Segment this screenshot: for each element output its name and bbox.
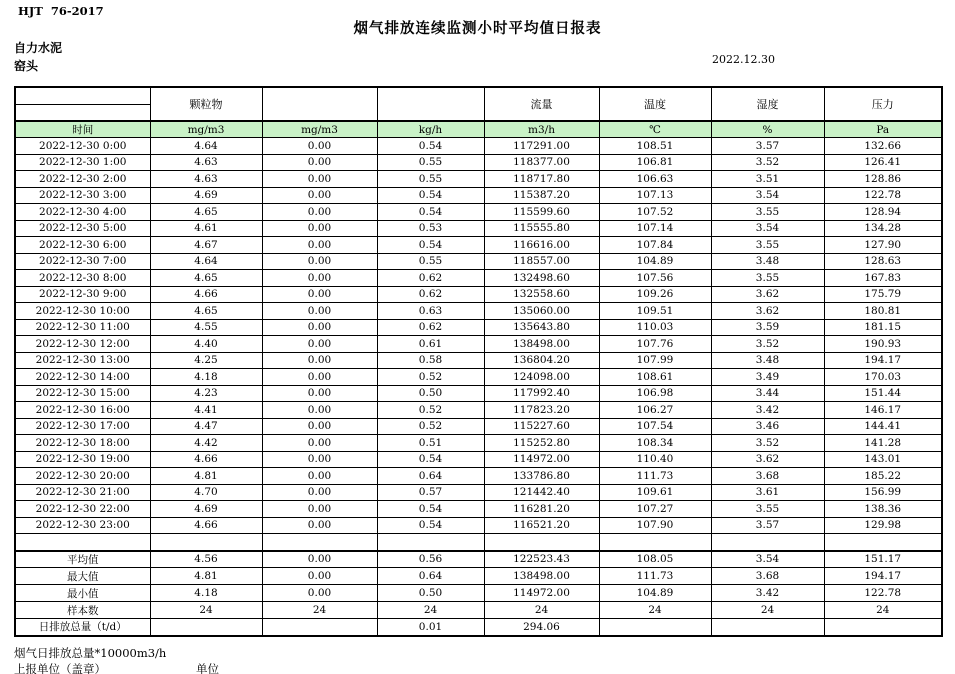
header-cell-time: 时间 bbox=[15, 121, 150, 138]
row-label-cell: 2022-12-30 14:00 bbox=[15, 369, 150, 386]
value-cell: 0.00 bbox=[262, 253, 377, 270]
value-cell: 3.48 bbox=[711, 352, 824, 369]
value-cell: 0.00 bbox=[262, 352, 377, 369]
value-cell: 0.55 bbox=[377, 253, 484, 270]
row-label-cell: 最小值 bbox=[15, 585, 150, 602]
value-cell: 0.01 bbox=[377, 619, 484, 636]
header-cell-blank bbox=[377, 87, 484, 121]
value-cell: 3.55 bbox=[711, 237, 824, 254]
value-cell: 143.01 bbox=[824, 451, 942, 468]
value-cell: 109.51 bbox=[599, 303, 711, 320]
value-cell: 129.98 bbox=[824, 517, 942, 534]
header-cell-humidity: 湿度 bbox=[711, 87, 824, 121]
value-cell: 106.98 bbox=[599, 385, 711, 402]
row-label-cell: 2022-12-30 22:00 bbox=[15, 501, 150, 518]
value-cell: 185.22 bbox=[824, 468, 942, 485]
table-row bbox=[15, 286, 942, 303]
table-row bbox=[15, 220, 942, 237]
value-cell: 4.69 bbox=[150, 187, 262, 204]
value-cell: 0.64 bbox=[377, 468, 484, 485]
table-row bbox=[15, 517, 942, 534]
value-cell: 0.00 bbox=[262, 220, 377, 237]
value-cell: 3.68 bbox=[711, 568, 824, 585]
value-cell: 115252.80 bbox=[484, 435, 599, 452]
total-emission-note: 烟气日排放总量*10000m3/h bbox=[14, 646, 167, 660]
value-cell: 3.62 bbox=[711, 286, 824, 303]
value-cell: 104.89 bbox=[599, 585, 711, 602]
value-cell: 0.00 bbox=[262, 286, 377, 303]
row-label-cell: 平均值 bbox=[15, 551, 150, 568]
value-cell: 4.81 bbox=[150, 468, 262, 485]
table-row bbox=[15, 451, 942, 468]
row-label-cell: 2022-12-30 18:00 bbox=[15, 435, 150, 452]
value-cell: 138.36 bbox=[824, 501, 942, 518]
value-cell: 0.00 bbox=[262, 237, 377, 254]
value-cell: 115387.20 bbox=[484, 187, 599, 204]
value-cell: 0.00 bbox=[262, 484, 377, 501]
value-cell bbox=[711, 619, 824, 636]
value-cell: 122523.43 bbox=[484, 551, 599, 568]
value-cell: 128.94 bbox=[824, 204, 942, 221]
row-label-cell: 2022-12-30 20:00 bbox=[15, 468, 150, 485]
value-cell: 0.55 bbox=[377, 171, 484, 188]
value-cell: 0.62 bbox=[377, 319, 484, 336]
value-cell: 0.00 bbox=[262, 551, 377, 568]
table-row bbox=[15, 585, 942, 602]
table-row bbox=[15, 385, 942, 402]
value-cell: 132498.60 bbox=[484, 270, 599, 287]
value-cell: 108.34 bbox=[599, 435, 711, 452]
value-cell: 0.00 bbox=[262, 585, 377, 602]
value-cell: 0.00 bbox=[262, 468, 377, 485]
row-label-cell: 2022-12-30 12:00 bbox=[15, 336, 150, 353]
value-cell: 0.50 bbox=[377, 385, 484, 402]
value-cell: 0.63 bbox=[377, 303, 484, 320]
value-cell: 4.66 bbox=[150, 286, 262, 303]
value-cell: 4.61 bbox=[150, 220, 262, 237]
value-cell: 110.40 bbox=[599, 451, 711, 468]
value-cell: 0.51 bbox=[377, 435, 484, 452]
value-cell: 4.47 bbox=[150, 418, 262, 435]
value-cell: 3.57 bbox=[711, 517, 824, 534]
value-cell: 138498.00 bbox=[484, 568, 599, 585]
row-label-cell: 2022-12-30 21:00 bbox=[15, 484, 150, 501]
table-row bbox=[15, 171, 942, 188]
unit-cell-pa: Pa bbox=[824, 121, 942, 138]
value-cell: 24 bbox=[599, 602, 711, 619]
value-cell: 0.64 bbox=[377, 568, 484, 585]
value-cell: 117823.20 bbox=[484, 402, 599, 419]
value-cell: 3.44 bbox=[711, 385, 824, 402]
value-cell: 3.55 bbox=[711, 501, 824, 518]
value-cell: 0.00 bbox=[262, 187, 377, 204]
value-cell: 107.84 bbox=[599, 237, 711, 254]
table-row bbox=[15, 204, 942, 221]
value-cell: 128.63 bbox=[824, 253, 942, 270]
value-cell: 132.66 bbox=[824, 138, 942, 155]
table-row bbox=[15, 154, 942, 171]
value-cell: 4.40 bbox=[150, 336, 262, 353]
value-cell bbox=[150, 619, 262, 636]
value-cell: 24 bbox=[377, 602, 484, 619]
value-cell: 107.14 bbox=[599, 220, 711, 237]
value-cell: 3.52 bbox=[711, 435, 824, 452]
unit-label: 单位 bbox=[196, 662, 219, 674]
value-cell: 132558.60 bbox=[484, 286, 599, 303]
value-cell: 108.51 bbox=[599, 138, 711, 155]
spacer-row bbox=[15, 534, 942, 551]
value-cell: 170.03 bbox=[824, 369, 942, 386]
value-cell: 138498.00 bbox=[484, 336, 599, 353]
row-label-cell: 2022-12-30 1:00 bbox=[15, 154, 150, 171]
value-cell: 180.81 bbox=[824, 303, 942, 320]
value-cell: 128.86 bbox=[824, 171, 942, 188]
value-cell: 0.53 bbox=[377, 220, 484, 237]
value-cell: 0.00 bbox=[262, 270, 377, 287]
value-cell: 0.00 bbox=[262, 402, 377, 419]
value-cell: 0.62 bbox=[377, 270, 484, 287]
table-row bbox=[15, 369, 942, 386]
value-cell: 0.54 bbox=[377, 237, 484, 254]
value-cell: 144.41 bbox=[824, 418, 942, 435]
value-cell: 4.18 bbox=[150, 585, 262, 602]
value-cell bbox=[824, 619, 942, 636]
monitoring-table bbox=[14, 86, 943, 637]
value-cell: 3.61 bbox=[711, 484, 824, 501]
value-cell: 0.00 bbox=[262, 303, 377, 320]
table-row bbox=[15, 602, 942, 619]
value-cell: 4.41 bbox=[150, 402, 262, 419]
value-cell: 107.13 bbox=[599, 187, 711, 204]
header-cell-temperature: 温度 bbox=[599, 87, 711, 121]
value-cell: 3.42 bbox=[711, 402, 824, 419]
value-cell: 115227.60 bbox=[484, 418, 599, 435]
header-cell-blank bbox=[262, 87, 377, 121]
value-cell: 107.52 bbox=[599, 204, 711, 221]
value-cell: 136804.20 bbox=[484, 352, 599, 369]
value-cell: 117992.40 bbox=[484, 385, 599, 402]
unit-cell-mgm3: mg/m3 bbox=[150, 121, 262, 138]
value-cell: 4.56 bbox=[150, 551, 262, 568]
value-cell: 167.83 bbox=[824, 270, 942, 287]
value-cell: 107.90 bbox=[599, 517, 711, 534]
value-cell: 118557.00 bbox=[484, 253, 599, 270]
value-cell: 115599.60 bbox=[484, 204, 599, 221]
table-row bbox=[15, 619, 942, 636]
header-cell-pressure: 压力 bbox=[824, 87, 942, 121]
header-cell-blank bbox=[15, 87, 150, 104]
row-label-cell: 2022-12-30 17:00 bbox=[15, 418, 150, 435]
value-cell: 4.55 bbox=[150, 319, 262, 336]
unit-header-row bbox=[15, 121, 942, 138]
row-label-cell: 2022-12-30 0:00 bbox=[15, 138, 150, 155]
value-cell: 0.00 bbox=[262, 138, 377, 155]
row-label-cell: 2022-12-30 16:00 bbox=[15, 402, 150, 419]
value-cell: 181.15 bbox=[824, 319, 942, 336]
unit-cell-percent: % bbox=[711, 121, 824, 138]
value-cell: 3.48 bbox=[711, 253, 824, 270]
value-cell: 106.27 bbox=[599, 402, 711, 419]
value-cell: 3.62 bbox=[711, 303, 824, 320]
header-cell-flow: 流量 bbox=[484, 87, 599, 121]
value-cell: 0.52 bbox=[377, 418, 484, 435]
value-cell: 3.46 bbox=[711, 418, 824, 435]
value-cell: 3.42 bbox=[711, 585, 824, 602]
table-row bbox=[15, 319, 942, 336]
value-cell: 175.79 bbox=[824, 286, 942, 303]
value-cell bbox=[262, 619, 377, 636]
row-label-cell: 最大值 bbox=[15, 568, 150, 585]
value-cell: 3.55 bbox=[711, 270, 824, 287]
summary-rows bbox=[15, 551, 942, 636]
value-cell: 24 bbox=[711, 602, 824, 619]
unit-cell-kgh: kg/h bbox=[377, 121, 484, 138]
row-label-cell: 2022-12-30 7:00 bbox=[15, 253, 150, 270]
value-cell: 0.61 bbox=[377, 336, 484, 353]
value-cell bbox=[599, 619, 711, 636]
value-cell: 124098.00 bbox=[484, 369, 599, 386]
value-cell: 151.17 bbox=[824, 551, 942, 568]
value-cell: 0.00 bbox=[262, 171, 377, 188]
value-cell: 294.06 bbox=[484, 619, 599, 636]
value-cell: 3.57 bbox=[711, 138, 824, 155]
value-cell: 0.54 bbox=[377, 204, 484, 221]
group-header-row bbox=[15, 87, 942, 104]
value-cell: 107.99 bbox=[599, 352, 711, 369]
value-cell: 133786.80 bbox=[484, 468, 599, 485]
table-row bbox=[15, 551, 942, 568]
value-cell: 0.00 bbox=[262, 336, 377, 353]
value-cell: 3.54 bbox=[711, 551, 824, 568]
value-cell: 107.56 bbox=[599, 270, 711, 287]
table-row bbox=[15, 237, 942, 254]
value-cell: 3.49 bbox=[711, 369, 824, 386]
value-cell: 0.54 bbox=[377, 501, 484, 518]
table-row bbox=[15, 336, 942, 353]
value-cell: 122.78 bbox=[824, 187, 942, 204]
value-cell: 3.51 bbox=[711, 171, 824, 188]
table-row bbox=[15, 187, 942, 204]
report-date: 2022.12.30 bbox=[712, 53, 775, 66]
value-cell: 24 bbox=[484, 602, 599, 619]
value-cell: 118377.00 bbox=[484, 154, 599, 171]
value-cell: 127.90 bbox=[824, 237, 942, 254]
value-cell: 4.66 bbox=[150, 451, 262, 468]
value-cell: 194.17 bbox=[824, 352, 942, 369]
value-cell: 24 bbox=[824, 602, 942, 619]
value-cell: 116616.00 bbox=[484, 237, 599, 254]
value-cell: 121442.40 bbox=[484, 484, 599, 501]
row-label-cell: 2022-12-30 11:00 bbox=[15, 319, 150, 336]
value-cell: 134.28 bbox=[824, 220, 942, 237]
row-label-cell: 2022-12-30 15:00 bbox=[15, 385, 150, 402]
value-cell: 3.52 bbox=[711, 336, 824, 353]
value-cell: 0.52 bbox=[377, 402, 484, 419]
value-cell: 3.68 bbox=[711, 468, 824, 485]
value-cell: 126.41 bbox=[824, 154, 942, 171]
value-cell: 109.61 bbox=[599, 484, 711, 501]
value-cell: 3.62 bbox=[711, 451, 824, 468]
unit-cell-m3h: m3/h bbox=[484, 121, 599, 138]
table-row bbox=[15, 138, 942, 155]
table-row bbox=[15, 270, 942, 287]
row-label-cell: 2022-12-30 5:00 bbox=[15, 220, 150, 237]
value-cell: 3.54 bbox=[711, 187, 824, 204]
value-cell: 0.56 bbox=[377, 551, 484, 568]
value-cell: 0.54 bbox=[377, 517, 484, 534]
row-label-cell: 2022-12-30 8:00 bbox=[15, 270, 150, 287]
header-cell-blank bbox=[15, 104, 150, 121]
value-cell: 0.00 bbox=[262, 204, 377, 221]
value-cell: 107.54 bbox=[599, 418, 711, 435]
table-row bbox=[15, 501, 942, 518]
value-cell: 0.50 bbox=[377, 585, 484, 602]
unit-cell-celsius: ℃ bbox=[599, 121, 711, 138]
value-cell: 4.65 bbox=[150, 204, 262, 221]
table-row bbox=[15, 468, 942, 485]
value-cell: 3.55 bbox=[711, 204, 824, 221]
hourly-data-rows bbox=[15, 138, 942, 534]
value-cell: 4.63 bbox=[150, 171, 262, 188]
row-label-cell: 2022-12-30 19:00 bbox=[15, 451, 150, 468]
monitoring-point: 窑头 bbox=[14, 59, 39, 73]
value-cell: 135643.80 bbox=[484, 319, 599, 336]
table-row bbox=[15, 484, 942, 501]
value-cell: 0.00 bbox=[262, 435, 377, 452]
value-cell: 107.76 bbox=[599, 336, 711, 353]
value-cell: 0.54 bbox=[377, 187, 484, 204]
value-cell: 4.69 bbox=[150, 501, 262, 518]
value-cell: 0.57 bbox=[377, 484, 484, 501]
value-cell: 0.00 bbox=[262, 385, 377, 402]
value-cell: 0.00 bbox=[262, 369, 377, 386]
value-cell: 4.23 bbox=[150, 385, 262, 402]
value-cell: 4.65 bbox=[150, 270, 262, 287]
value-cell: 4.67 bbox=[150, 237, 262, 254]
value-cell: 190.93 bbox=[824, 336, 942, 353]
table-row bbox=[15, 303, 942, 320]
standard-code: HJT 76-2017 bbox=[18, 4, 104, 18]
value-cell: 0.55 bbox=[377, 154, 484, 171]
value-cell: 115555.80 bbox=[484, 220, 599, 237]
row-label-cell: 2022-12-30 9:00 bbox=[15, 286, 150, 303]
value-cell: 3.59 bbox=[711, 319, 824, 336]
value-cell: 109.26 bbox=[599, 286, 711, 303]
row-label-cell: 样本数 bbox=[15, 602, 150, 619]
value-cell: 122.78 bbox=[824, 585, 942, 602]
value-cell: 118717.80 bbox=[484, 171, 599, 188]
value-cell: 111.73 bbox=[599, 468, 711, 485]
value-cell: 24 bbox=[150, 602, 262, 619]
value-cell: 3.52 bbox=[711, 154, 824, 171]
value-cell: 110.03 bbox=[599, 319, 711, 336]
value-cell: 156.99 bbox=[824, 484, 942, 501]
spacer-row-group bbox=[15, 534, 942, 551]
value-cell: 3.54 bbox=[711, 220, 824, 237]
value-cell: 4.81 bbox=[150, 568, 262, 585]
value-cell: 116521.20 bbox=[484, 517, 599, 534]
value-cell: 194.17 bbox=[824, 568, 942, 585]
value-cell: 4.63 bbox=[150, 154, 262, 171]
table-row bbox=[15, 418, 942, 435]
value-cell: 4.64 bbox=[150, 138, 262, 155]
row-label-cell: 2022-12-30 6:00 bbox=[15, 237, 150, 254]
value-cell: 24 bbox=[262, 602, 377, 619]
value-cell: 4.42 bbox=[150, 435, 262, 452]
row-label-cell: 2022-12-30 4:00 bbox=[15, 204, 150, 221]
table-row bbox=[15, 435, 942, 452]
table-row bbox=[15, 352, 942, 369]
value-cell: 116281.20 bbox=[484, 501, 599, 518]
value-cell: 4.25 bbox=[150, 352, 262, 369]
value-cell: 0.00 bbox=[262, 418, 377, 435]
value-cell: 4.65 bbox=[150, 303, 262, 320]
page-title: 烟气排放连续监测小时平均值日报表 bbox=[353, 20, 602, 37]
value-cell: 114972.00 bbox=[484, 585, 599, 602]
row-label-cell: 2022-12-30 3:00 bbox=[15, 187, 150, 204]
value-cell: 0.00 bbox=[262, 568, 377, 585]
table-row bbox=[15, 402, 942, 419]
value-cell: 108.61 bbox=[599, 369, 711, 386]
value-cell: 4.70 bbox=[150, 484, 262, 501]
value-cell: 117291.00 bbox=[484, 138, 599, 155]
value-cell: 0.62 bbox=[377, 286, 484, 303]
reporting-unit-label: 上报单位（盖章） bbox=[14, 662, 106, 674]
header-cell-particulate: 颗粒物 bbox=[150, 87, 262, 121]
value-cell: 106.81 bbox=[599, 154, 711, 171]
table-header bbox=[15, 87, 942, 138]
value-cell: 0.52 bbox=[377, 369, 484, 386]
row-label-cell: 2022-12-30 13:00 bbox=[15, 352, 150, 369]
table-row bbox=[15, 253, 942, 270]
value-cell: 4.64 bbox=[150, 253, 262, 270]
value-cell: 108.05 bbox=[599, 551, 711, 568]
value-cell: 104.89 bbox=[599, 253, 711, 270]
value-cell: 4.18 bbox=[150, 369, 262, 386]
value-cell: 0.54 bbox=[377, 451, 484, 468]
value-cell: 111.73 bbox=[599, 568, 711, 585]
company-name: 自力水泥 bbox=[14, 41, 63, 55]
value-cell: 135060.00 bbox=[484, 303, 599, 320]
value-cell: 107.27 bbox=[599, 501, 711, 518]
value-cell: 146.17 bbox=[824, 402, 942, 419]
row-label-cell: 日排放总量（t/d） bbox=[15, 619, 150, 636]
value-cell: 106.63 bbox=[599, 171, 711, 188]
value-cell: 0.00 bbox=[262, 319, 377, 336]
value-cell: 0.00 bbox=[262, 154, 377, 171]
value-cell: 114972.00 bbox=[484, 451, 599, 468]
value-cell: 151.44 bbox=[824, 385, 942, 402]
value-cell: 4.66 bbox=[150, 517, 262, 534]
value-cell: 0.00 bbox=[262, 501, 377, 518]
row-label-cell: 2022-12-30 23:00 bbox=[15, 517, 150, 534]
value-cell: 0.00 bbox=[262, 451, 377, 468]
row-label-cell: 2022-12-30 2:00 bbox=[15, 171, 150, 188]
row-label-cell: 2022-12-30 10:00 bbox=[15, 303, 150, 320]
value-cell: 0.54 bbox=[377, 138, 484, 155]
value-cell: 141.28 bbox=[824, 435, 942, 452]
unit-cell-mgm3: mg/m3 bbox=[262, 121, 377, 138]
table-row bbox=[15, 568, 942, 585]
value-cell: 0.00 bbox=[262, 517, 377, 534]
value-cell: 0.58 bbox=[377, 352, 484, 369]
